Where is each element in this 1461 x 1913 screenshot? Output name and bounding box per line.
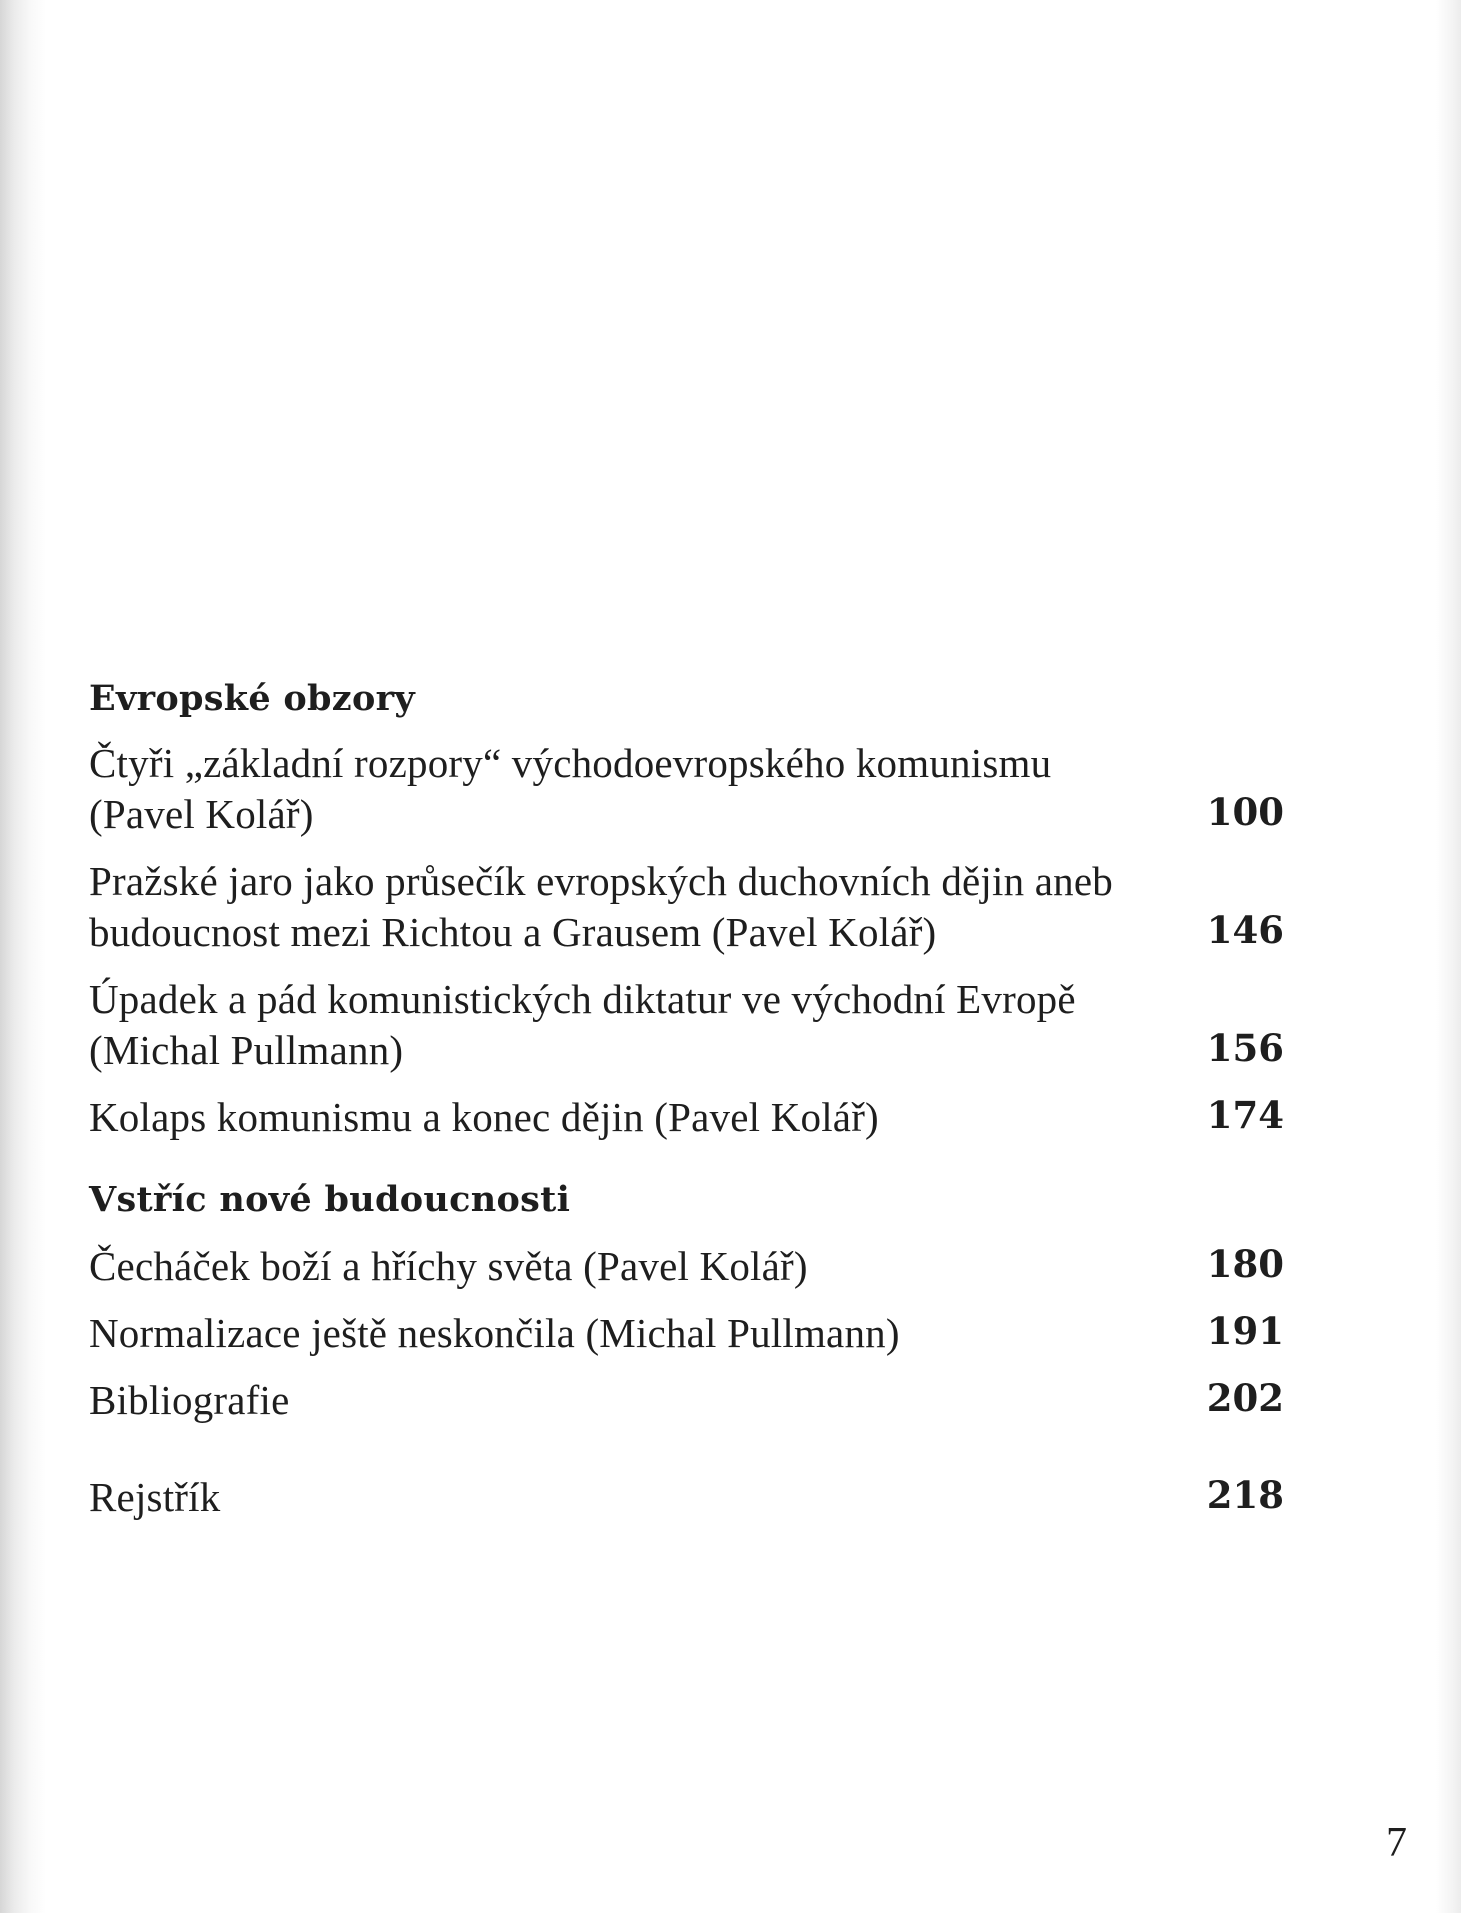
page-number: 7	[1386, 1820, 1407, 1866]
toc-entry-title: Rejstřík	[89, 1474, 221, 1520]
toc-entry-page: 191	[1206, 1309, 1284, 1353]
toc-entry[interactable]	[89, 738, 1284, 840]
toc-entry-title: Normalizace ještě neskončila (Michal Pullmann)	[89, 1310, 900, 1356]
toc-entry-title: Čecháček boží a hříchy světa (Pavel Kolář)	[89, 1243, 808, 1289]
toc-entry[interactable]	[89, 1092, 1284, 1143]
toc-entry[interactable]	[89, 974, 1284, 1076]
toc-entry-page: 100	[1206, 790, 1284, 834]
section-heading-evropske-obzory: Evropské obzory	[89, 678, 415, 719]
toc-entry-page: 146	[1206, 908, 1284, 952]
toc-entry-title: Čtyři „základní rozpory“ východoevropského komunismu (Pavel Kolář)	[89, 740, 1052, 837]
toc-entry-title: Kolaps komunismu a konec dějin (Pavel Kolář)	[89, 1094, 879, 1140]
toc-entry[interactable]	[89, 856, 1284, 958]
table-of-contents	[89, 672, 1284, 1523]
toc-entry-title: Pražské jaro jako průsečík evropských duchovních dějin aneb budoucnost mezi Richtou a Grausem (Pavel Kolář)	[89, 858, 1113, 955]
toc-entry-page: 156	[1206, 1026, 1284, 1070]
toc-entry[interactable]	[89, 1308, 1284, 1359]
toc-entry-page: 174	[1206, 1093, 1284, 1137]
toc-entry-page: 180	[1206, 1242, 1284, 1286]
toc-entry-page: 218	[1206, 1473, 1284, 1517]
toc-entry-title: Úpadek a pád komunistických diktatur ve východní Evropě (Michal Pullmann)	[89, 976, 1076, 1073]
section-heading-vstric-nove-budoucnosti: Vstříc nové budoucnosti	[89, 1179, 571, 1220]
toc-entry-title: Bibliografie	[89, 1377, 290, 1423]
toc-entry[interactable]	[89, 1241, 1284, 1292]
toc-entry-bibliography[interactable]	[89, 1375, 1284, 1426]
toc-entry-page: 202	[1206, 1376, 1284, 1420]
toc-entry-index[interactable]	[89, 1472, 1284, 1523]
